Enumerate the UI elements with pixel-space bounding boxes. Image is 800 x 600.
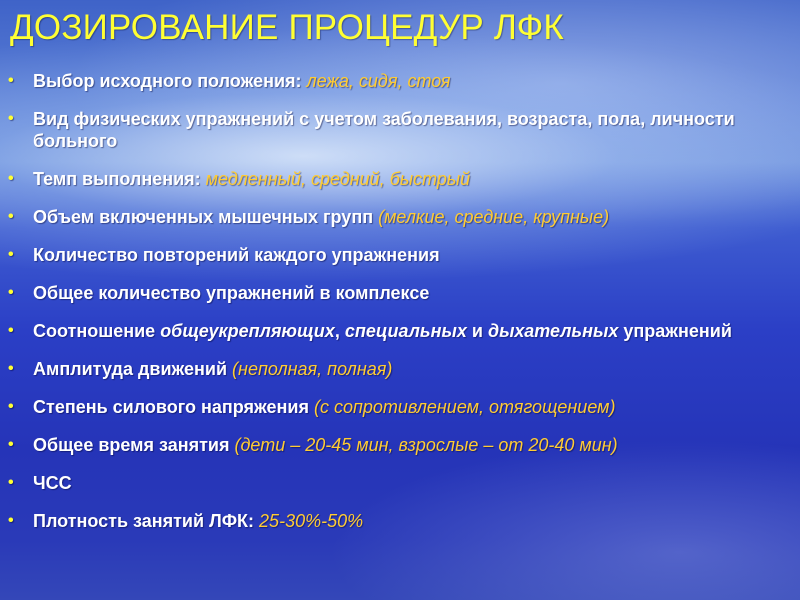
item-options: лежа, сидя, стоя	[306, 71, 451, 91]
bullet-icon: •	[8, 170, 14, 187]
item-text: Амплитуда движений	[33, 359, 233, 379]
list-item-amplitude	[8, 358, 793, 380]
list-item-ratio	[8, 320, 793, 342]
item-text: Вид физических упражнений с учетом заболевания, возраста, пола, личности больного	[33, 109, 735, 151]
bullet-icon: •	[8, 398, 14, 415]
bullet-icon: •	[8, 360, 14, 377]
item-text-special: специальных	[344, 321, 467, 341]
list-item-strength	[8, 396, 793, 418]
item-text: Объем включенных мышечных групп	[33, 207, 379, 227]
list-item-density	[8, 510, 793, 532]
item-text: ,	[334, 321, 345, 341]
item-text: ЧСС	[33, 473, 72, 493]
item-options: (неполная, полная)	[232, 359, 393, 379]
bullet-icon: •	[8, 284, 14, 301]
item-options: (дети – 20-45 мин, взрослые – от 20-40 мин)	[234, 435, 618, 455]
list-item-tempo	[8, 168, 793, 190]
bullet-icon: •	[8, 322, 14, 339]
item-text: Общее количество упражнений в комплексе	[33, 283, 430, 303]
item-text: Соотношение	[33, 321, 161, 341]
list-item-exercise-count	[8, 282, 793, 304]
bullet-icon: •	[8, 474, 14, 491]
bullet-icon: •	[8, 436, 14, 453]
item-text: упражнений	[618, 321, 732, 341]
item-text: и	[466, 321, 488, 341]
bullet-icon: •	[8, 208, 14, 225]
bullet-icon: •	[8, 246, 14, 263]
item-options: медленный, средний, быстрый	[205, 169, 471, 189]
item-options: (мелкие, средние, крупные)	[378, 207, 610, 227]
item-options: 25-30%-50%	[259, 511, 364, 531]
list-item-muscle-groups	[8, 206, 793, 228]
list-item-total-time	[8, 434, 793, 456]
item-text: Общее время занятия	[33, 435, 235, 455]
bullet-list	[8, 70, 793, 548]
bullet-icon: •	[8, 110, 14, 127]
list-item-exercise-type	[8, 108, 793, 152]
item-text-breathing: дыхательных	[487, 321, 619, 341]
item-text: Выбор исходного положения:	[33, 71, 307, 91]
bullet-icon: •	[8, 72, 14, 89]
item-text: Количество повторений каждого упражнения	[33, 245, 440, 265]
list-item-heart-rate	[8, 472, 793, 494]
list-item-repetitions	[8, 244, 793, 266]
item-text-general: общеукрепляющих	[160, 321, 335, 341]
item-options: (с сопротивлением, отягощением)	[314, 397, 616, 417]
bullet-icon: •	[8, 512, 14, 529]
item-text: Плотность занятий ЛФК:	[33, 511, 260, 531]
list-item-start-position	[8, 70, 793, 92]
slide-title: ДОЗИРОВАНИЕ ПРОЦЕДУР ЛФК	[10, 8, 565, 47]
item-text: Темп выполнения:	[33, 169, 206, 189]
item-text: Степень силового напряжения	[33, 397, 314, 417]
